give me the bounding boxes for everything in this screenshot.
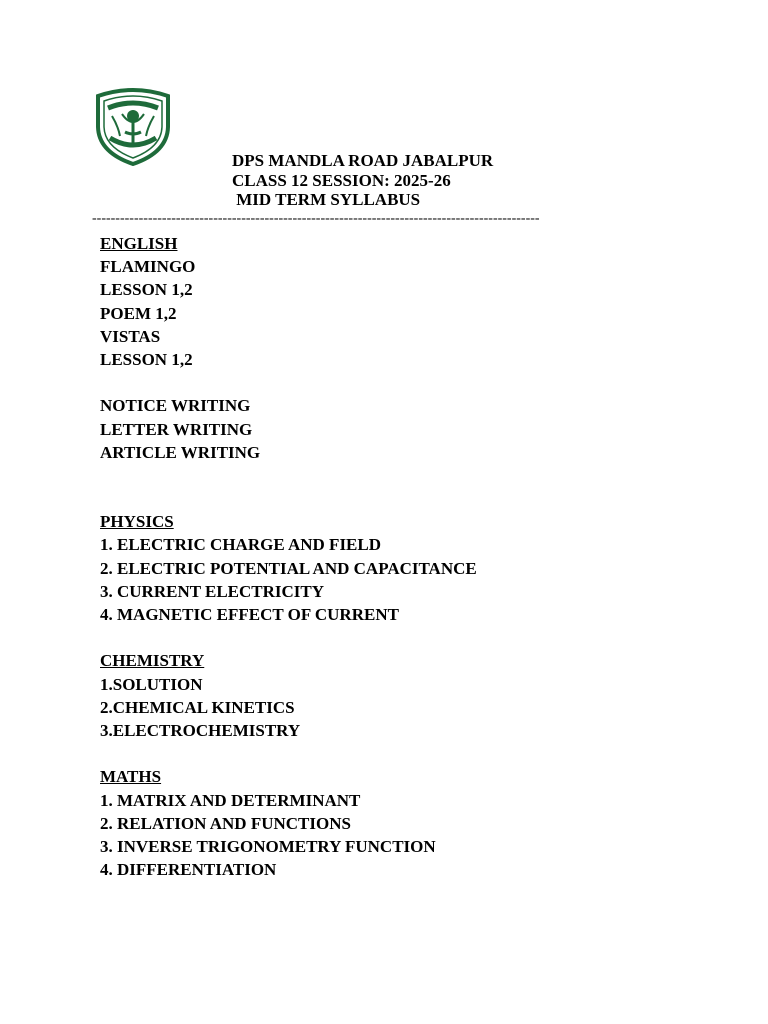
english-writing-item: ARTICLE WRITING (100, 442, 261, 462)
english-item: FLAMINGO (100, 257, 196, 277)
maths-item: 2. RELATION AND FUNCTIONS (100, 813, 351, 833)
maths-heading: MATHS (100, 767, 162, 787)
physics-item: 1. ELECTRIC CHARGE AND FIELD (100, 535, 382, 555)
school-crest-icon (92, 86, 174, 166)
syllabus-title: MID TERM SYLLABUS (232, 190, 421, 209)
english-item: LESSON 1,2 (100, 280, 193, 300)
spacer (100, 742, 477, 765)
maths-item: 4. DIFFERENTIATION (100, 860, 277, 880)
physics-heading: PHYSICS (100, 512, 174, 532)
spacer (100, 464, 477, 510)
chemistry-heading: CHEMISTRY (100, 651, 205, 671)
maths-item: 1. MATRIX AND DETERMINANT (100, 790, 361, 810)
class-session: CLASS 12 SESSION: 2025-26 (232, 170, 451, 190)
school-name: DPS MANDLA ROAD JABALPUR (232, 151, 494, 170)
physics-item: 3. CURRENT ELECTRICITY (100, 581, 325, 601)
physics-item: 4. MAGNETIC EFFECT OF CURRENT (100, 605, 399, 625)
english-item: VISTAS (100, 326, 161, 346)
chemistry-item: 3.ELECTROCHEMISTRY (100, 720, 301, 740)
syllabus-content (100, 232, 477, 881)
dashed-divider: ------------------------------------------------------------------------------------------------ (92, 211, 540, 226)
english-item: POEM 1,2 (100, 303, 177, 323)
chemistry-item: 2.CHEMICAL KINETICS (100, 697, 295, 717)
english-item: LESSON 1,2 (100, 349, 193, 369)
english-writing-item: NOTICE WRITING (100, 396, 251, 416)
document-header (232, 151, 493, 210)
spacer (100, 626, 477, 649)
physics-item: 2. ELECTRIC POTENTIAL AND CAPACITANCE (100, 558, 477, 578)
spacer (100, 371, 477, 394)
english-writing-item: LETTER WRITING (100, 419, 253, 439)
english-heading: ENGLISH (100, 234, 178, 253)
maths-item: 3. INVERSE TRIGONOMETRY FUNCTION (100, 836, 436, 856)
chemistry-item: 1.SOLUTION (100, 674, 203, 694)
